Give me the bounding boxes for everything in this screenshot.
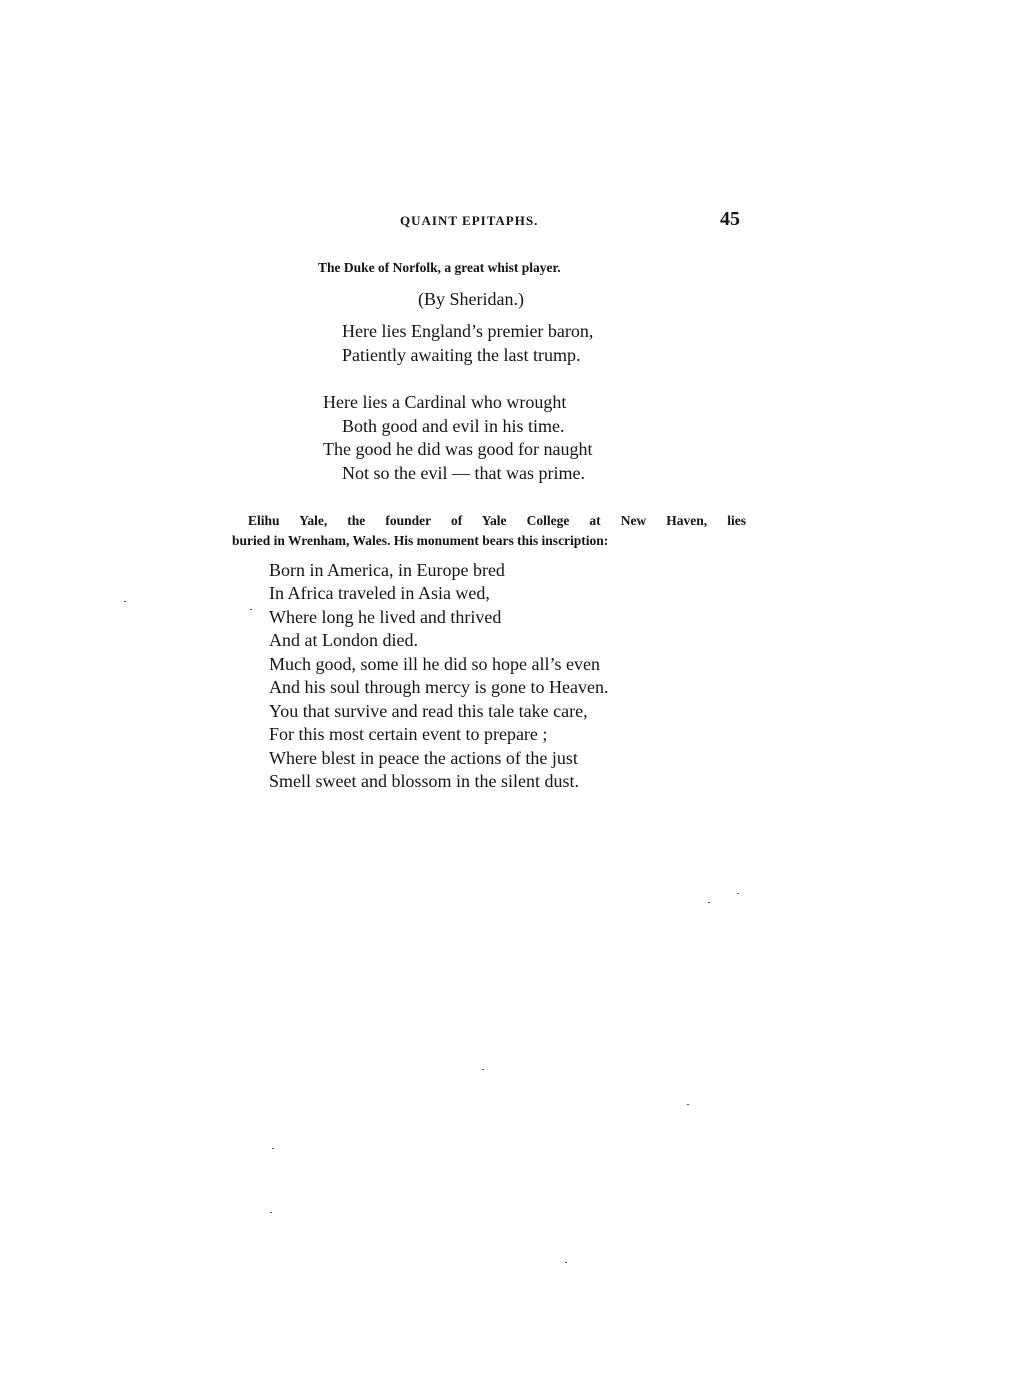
- yale-line-7: You that survive and read this tale take care,: [269, 701, 588, 721]
- cardinal-line-1: Here lies a Cardinal who wrought: [323, 392, 567, 412]
- norfolk-line-1: Here lies England’s premier baron,: [342, 321, 594, 341]
- yale-line-4: And at London died.: [269, 630, 418, 650]
- scan-speck: [737, 893, 739, 894]
- yale-line-1: Born in America, in Europe bred: [269, 560, 505, 580]
- yale-line-9: Where blest in peace the actions of the just: [269, 748, 578, 768]
- scan-speck: [565, 1262, 567, 1263]
- scan-speck: [482, 1069, 484, 1070]
- yale-caption-line-1: Elihu Yale, the founder of Yale College at New Haven, lies: [248, 513, 746, 528]
- scan-speck: [708, 902, 710, 903]
- norfolk-caption: The Duke of Norfolk, a great whist player.: [318, 260, 561, 275]
- yale-caption: [232, 511, 746, 551]
- cardinal-line-2: Both good and evil in his time.: [342, 416, 565, 436]
- scan-speck: [124, 601, 126, 602]
- running-title: QUAINT EPITAPHS.: [400, 213, 539, 228]
- yale-line-6: And his soul through mercy is gone to Heaven.: [269, 677, 609, 697]
- yale-line-8: For this most certain event to prepare ;: [269, 724, 548, 744]
- yale-line-10: Smell sweet and blossom in the silent dust.: [269, 771, 579, 791]
- cardinal-line-3: The good he did was good for naught: [323, 439, 593, 459]
- yale-line-3: Where long he lived and thrived: [269, 607, 502, 627]
- yale-line-5: Much good, some ill he did so hope all’s even: [269, 654, 600, 674]
- scan-speck: [687, 1104, 689, 1105]
- page-number: 45: [720, 208, 740, 230]
- norfolk-attribution: (By Sheridan.): [418, 289, 524, 309]
- scan-speck: [270, 1212, 272, 1213]
- yale-caption-line-2: buried in Wrenham, Wales. His monument bears this inscription:: [232, 533, 609, 548]
- yale-line-2: In Africa traveled in Asia wed,: [269, 583, 490, 603]
- norfolk-line-2: Patiently awaiting the last trump.: [342, 345, 581, 365]
- scan-speck: [272, 1148, 274, 1149]
- scan-speck: [250, 609, 252, 610]
- cardinal-line-4: Not so the evil — that was prime.: [342, 463, 585, 483]
